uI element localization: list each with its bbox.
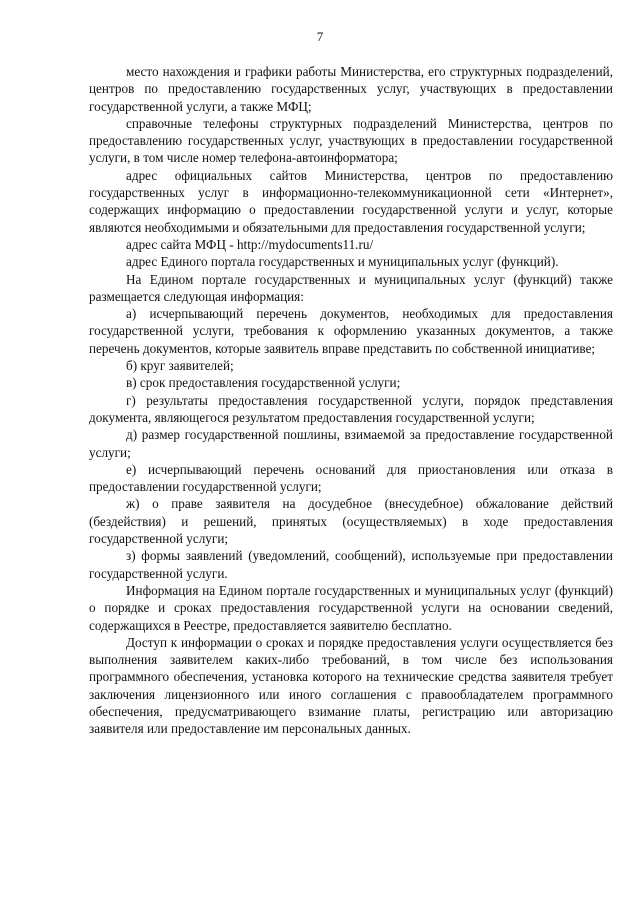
paragraph-ministry-locations: место нахождения и графики работы Министерства, его структурных подразделений, центров по предоставлению государственных услуг, участвующих в предоставлении государственной услуги, а также МФЦ; [89,64,613,114]
paragraph-portal-free-info: Информация на Едином портале государственных и муниципальных услуг (функций) о порядке и сроках предоставления государственной услуги на основании сведений, содержащихся в Реестре, предоставляется заявителю бесплатно. [89,582,613,633]
list-item-d: д) размер государственной пошлины, взимаемой за предоставление государственной услуги; [89,427,613,460]
list-item-b: б) круг заявителей; [126,358,234,374]
page-number: 7 [316,29,324,44]
list-item-z: з) формы заявлений (уведомлений, сообщений), используемые при предоставлении государственной услуги. [89,548,613,581]
list-item-g: г) результаты предоставления государственной услуги, порядок представления документа, являющегося результатом предоставления государственной услуги; [89,392,613,425]
list-item-a: а) исчерпывающий перечень документов, необходимых для предоставления государственной услуги, требования к оформлению указанных документов, а также перечень документов, которые заявитель вправе представить по собственной инициативе; [89,306,613,356]
list-item-zh: ж) о праве заявителя на досудебное (внесудебное) обжалование действий (бездействия) и решений, принятых (осуществляемых) в ходе предоставления государственной услуги; [89,496,613,547]
paragraph-unified-portal-address: адрес Единого портала государственных и муниципальных услуг (функций). [126,254,559,270]
list-item-v: в) срок предоставления государственной услуги; [126,375,401,391]
paragraph-reference-phones: справочные телефоны структурных подразделений Министерства, центров по предоставлению государственных услуг, участвующих в предоставлении государственной услуги, в том числе номер телефона-автоинформатора; [89,115,613,166]
document-body [89,63,613,738]
paragraph-mfc-site: адрес сайта МФЦ - http://mydocuments11.ru/ [126,236,374,252]
paragraph-official-sites: адрес официальных сайтов Министерства, центров по предоставлению государственных услуг в информационно-телекоммуникационной сети «Интернет», содержащих информацию о предоставлении государственной услуги и услуг, которые являются необходимыми и обязательными для предоставления государственной услуги; [89,167,613,235]
paragraph-portal-info-intro: На Едином портале государственных и муниципальных услуг (функций) также размещается следующая информация: [89,271,613,304]
paragraph-access-conditions: Доступ к информации о сроках и порядке предоставления услуги осуществляется без выполнения заявителем каких-либо требований, в том числе без использования программного обеспечения, установка которого на технические средства заявителя требует заключения лицензионного или иного соглашения с правообладателем программного обеспечения, предусматривающего взимание платы, регистрацию или авторизацию заявителя или предоставление им персональных данных. [89,634,613,737]
list-item-e: е) исчерпывающий перечень оснований для приостановления или отказа в предоставлении государственной услуги; [89,461,613,495]
